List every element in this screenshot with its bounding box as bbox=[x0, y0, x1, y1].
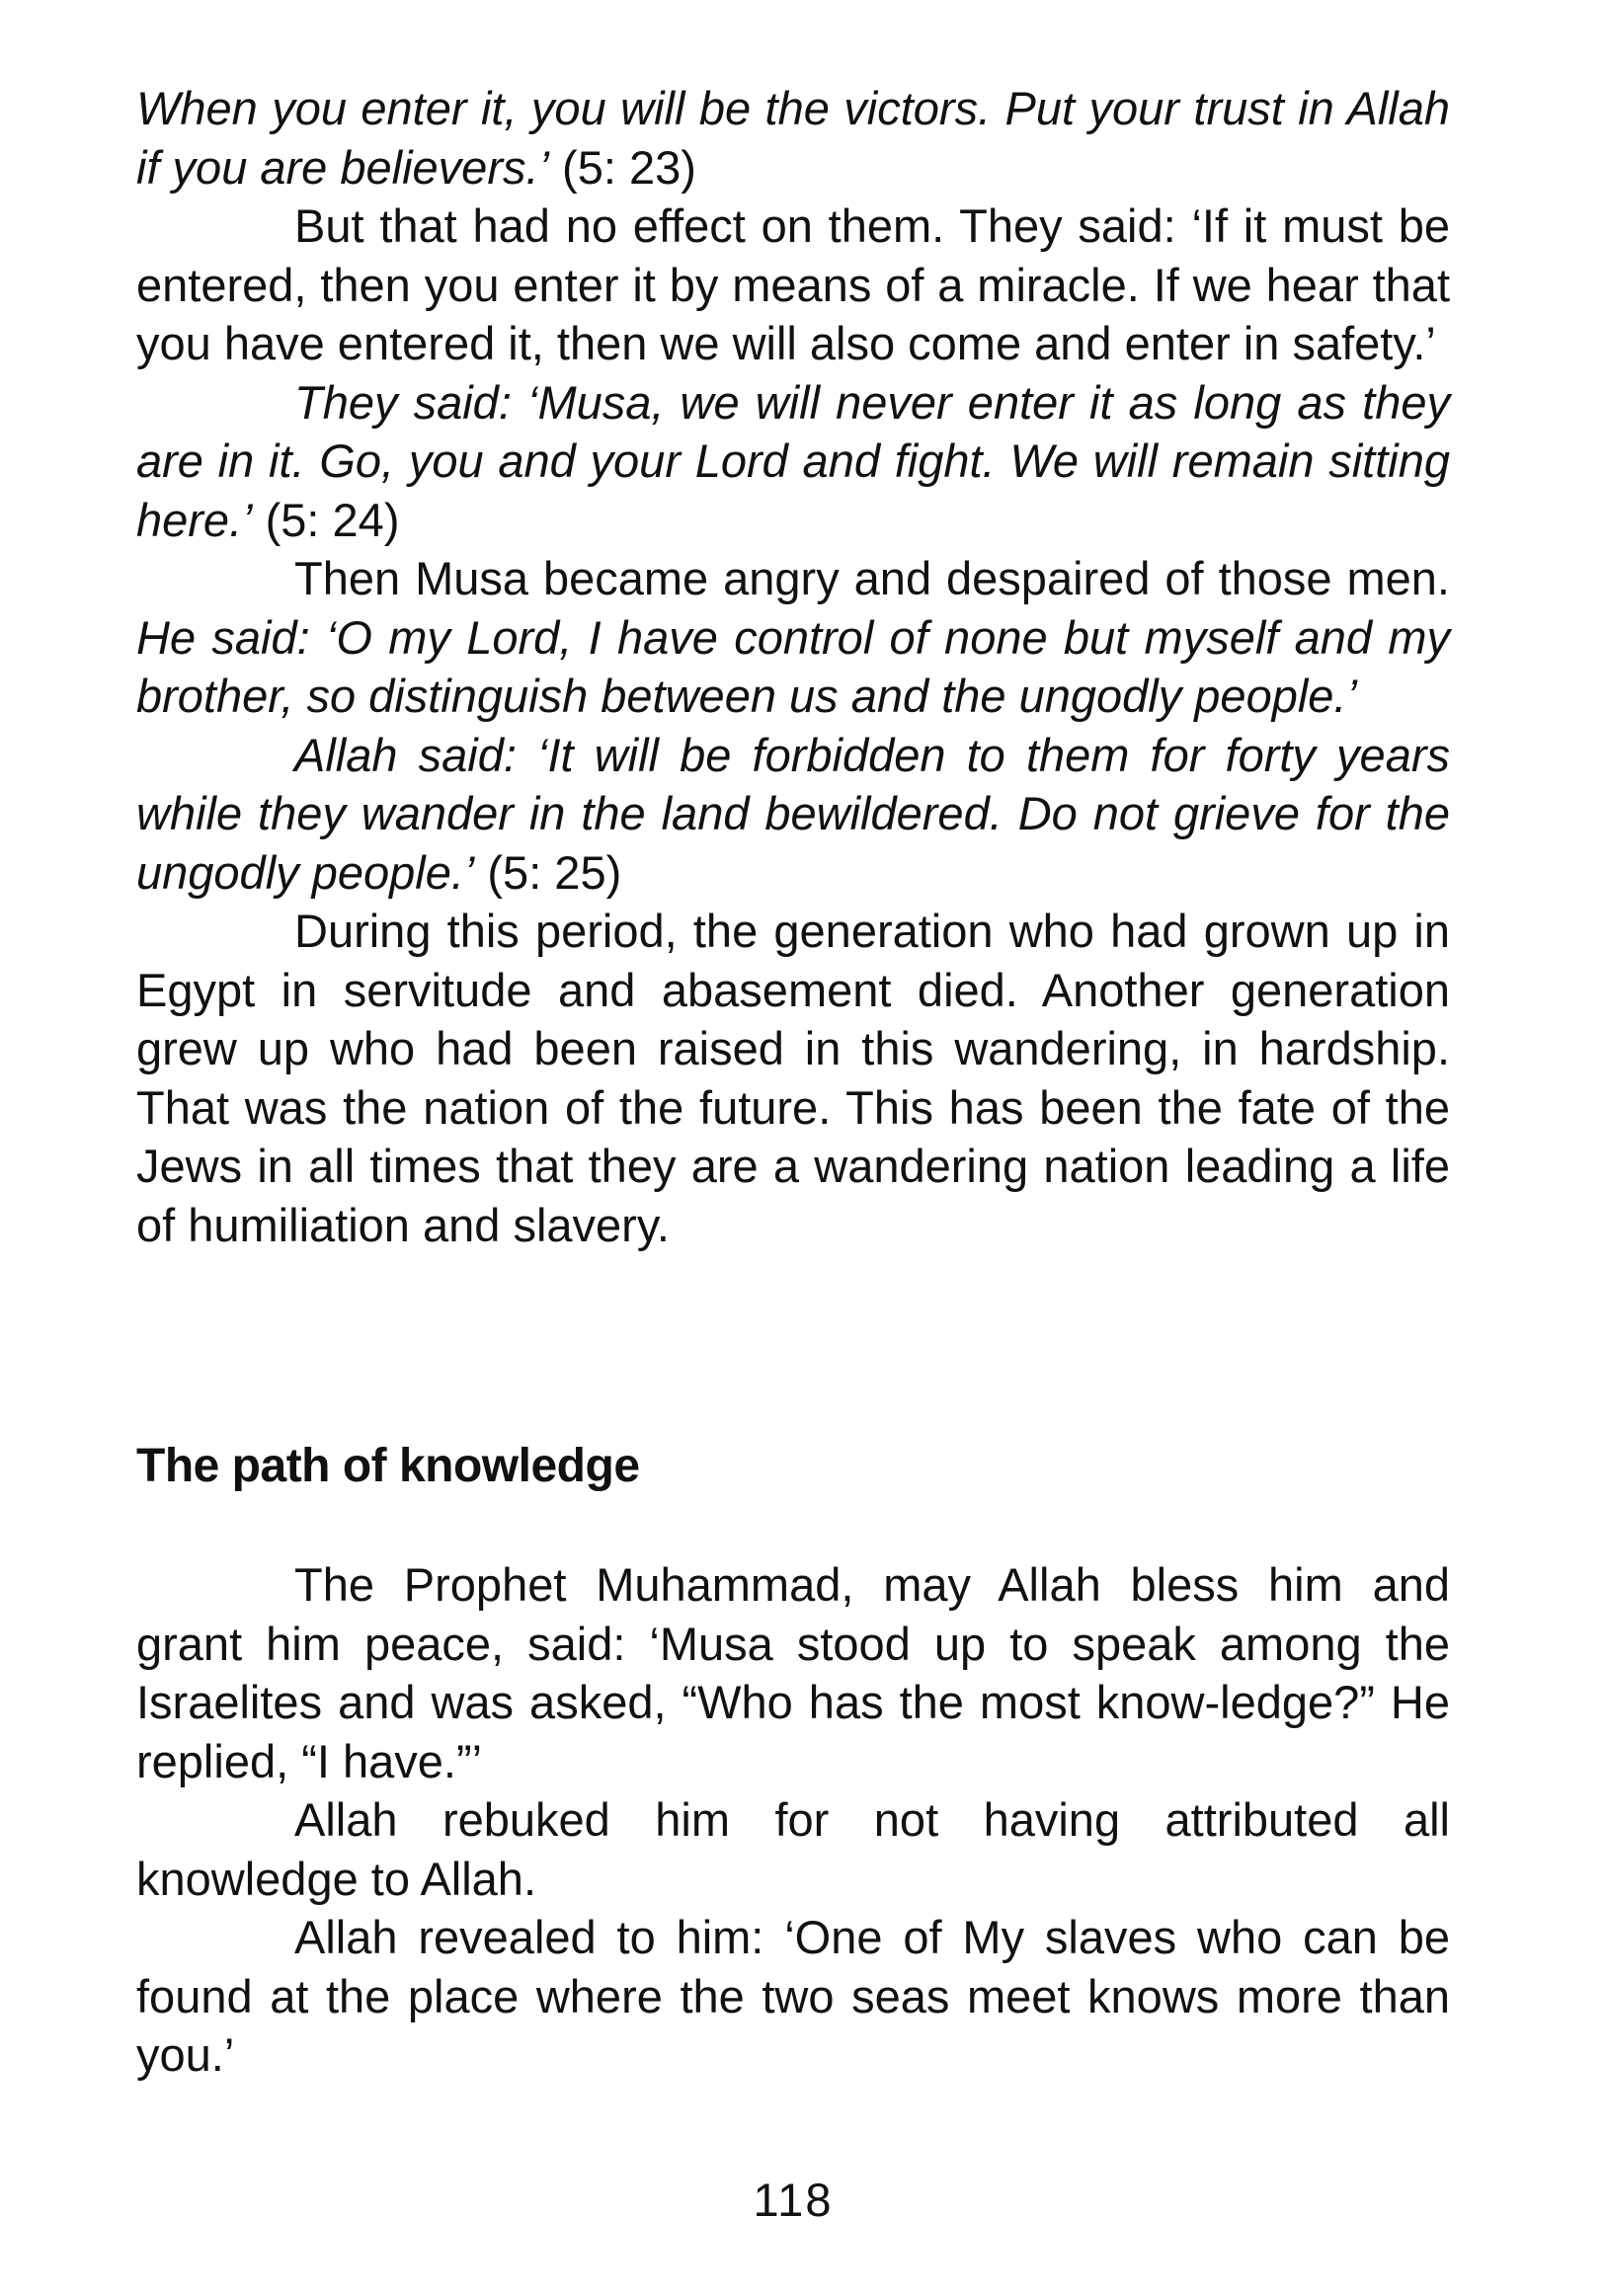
quote-text: He said: ‘O my Lord, I have control of none but myself and my brother, so distinguish between us and the ungodly people.’ bbox=[136, 610, 1450, 722]
paragraph-generation bbox=[136, 902, 1450, 1254]
paragraph-no-effect bbox=[136, 197, 1450, 373]
body-text: Allah rebuked him for not having attributed all knowledge to Allah. bbox=[136, 1793, 1450, 1905]
paragraph-quran-5-25 bbox=[136, 726, 1450, 903]
body-text: During this period, the generation who had grown up in Egypt in servitude and abasement died. Another generation grew up who had been raised in this wandering, in hardship. That was the nation of the future. This has been the fate of the Jews in all times that they are a wandering nation leading a life of humiliation and slavery. bbox=[136, 905, 1450, 1251]
quote-text: Allah said: ‘It will be forbidden to them for forty years while they wander in the land bewildered. Do not grieve for the ungodly people.’ bbox=[136, 728, 1450, 899]
verse-reference: (5: 25) bbox=[474, 845, 622, 899]
body-text: The Prophet Muhammad, may Allah bless him and grant him peace, said: ‘Musa stood up to speak among the Israelites and was asked, “Who has the most know-ledge?” He replied, “I have.”’ bbox=[136, 1558, 1450, 1787]
verse-reference: (5: 23) bbox=[548, 140, 696, 194]
paragraph-musa-angry bbox=[136, 549, 1450, 726]
paragraph-prophet-hadith bbox=[136, 1555, 1450, 1790]
book-page bbox=[136, 79, 1450, 2232]
paragraph-revealed bbox=[136, 1908, 1450, 2085]
text-block-bottom bbox=[136, 1555, 1450, 2085]
section-heading: The path of knowledge bbox=[136, 1440, 640, 1492]
body-text: But that had no effect on them. They said: ‘If it must be entered, then you enter it by means of a miracle. If we hear that you have entered it, then we will also come and enter in safety.’ bbox=[136, 199, 1450, 369]
body-text: Then Musa became angry and despaired of those men. bbox=[294, 552, 1450, 604]
body-text: Allah revealed to him: ‘One of My slaves who can be found at the place where the two seas meet knows more than you.’ bbox=[136, 1911, 1450, 2081]
paragraph-quran-5-24 bbox=[136, 373, 1450, 550]
page-number: 118 bbox=[753, 2174, 834, 2226]
paragraph-quran-5-23 bbox=[136, 79, 1450, 197]
verse-reference: (5: 24) bbox=[252, 493, 400, 546]
paragraph-rebuked bbox=[136, 1790, 1450, 1908]
quote-text: They said: ‘Musa, we will never enter it as long as they are in it. Go, you and your Lord and fight. We will remain sitting here.’ bbox=[136, 375, 1450, 546]
text-block-top bbox=[136, 79, 1450, 1254]
quote-text: When you enter it, you will be the victors. Put your trust in Allah if you are believers.’ bbox=[136, 82, 1450, 194]
